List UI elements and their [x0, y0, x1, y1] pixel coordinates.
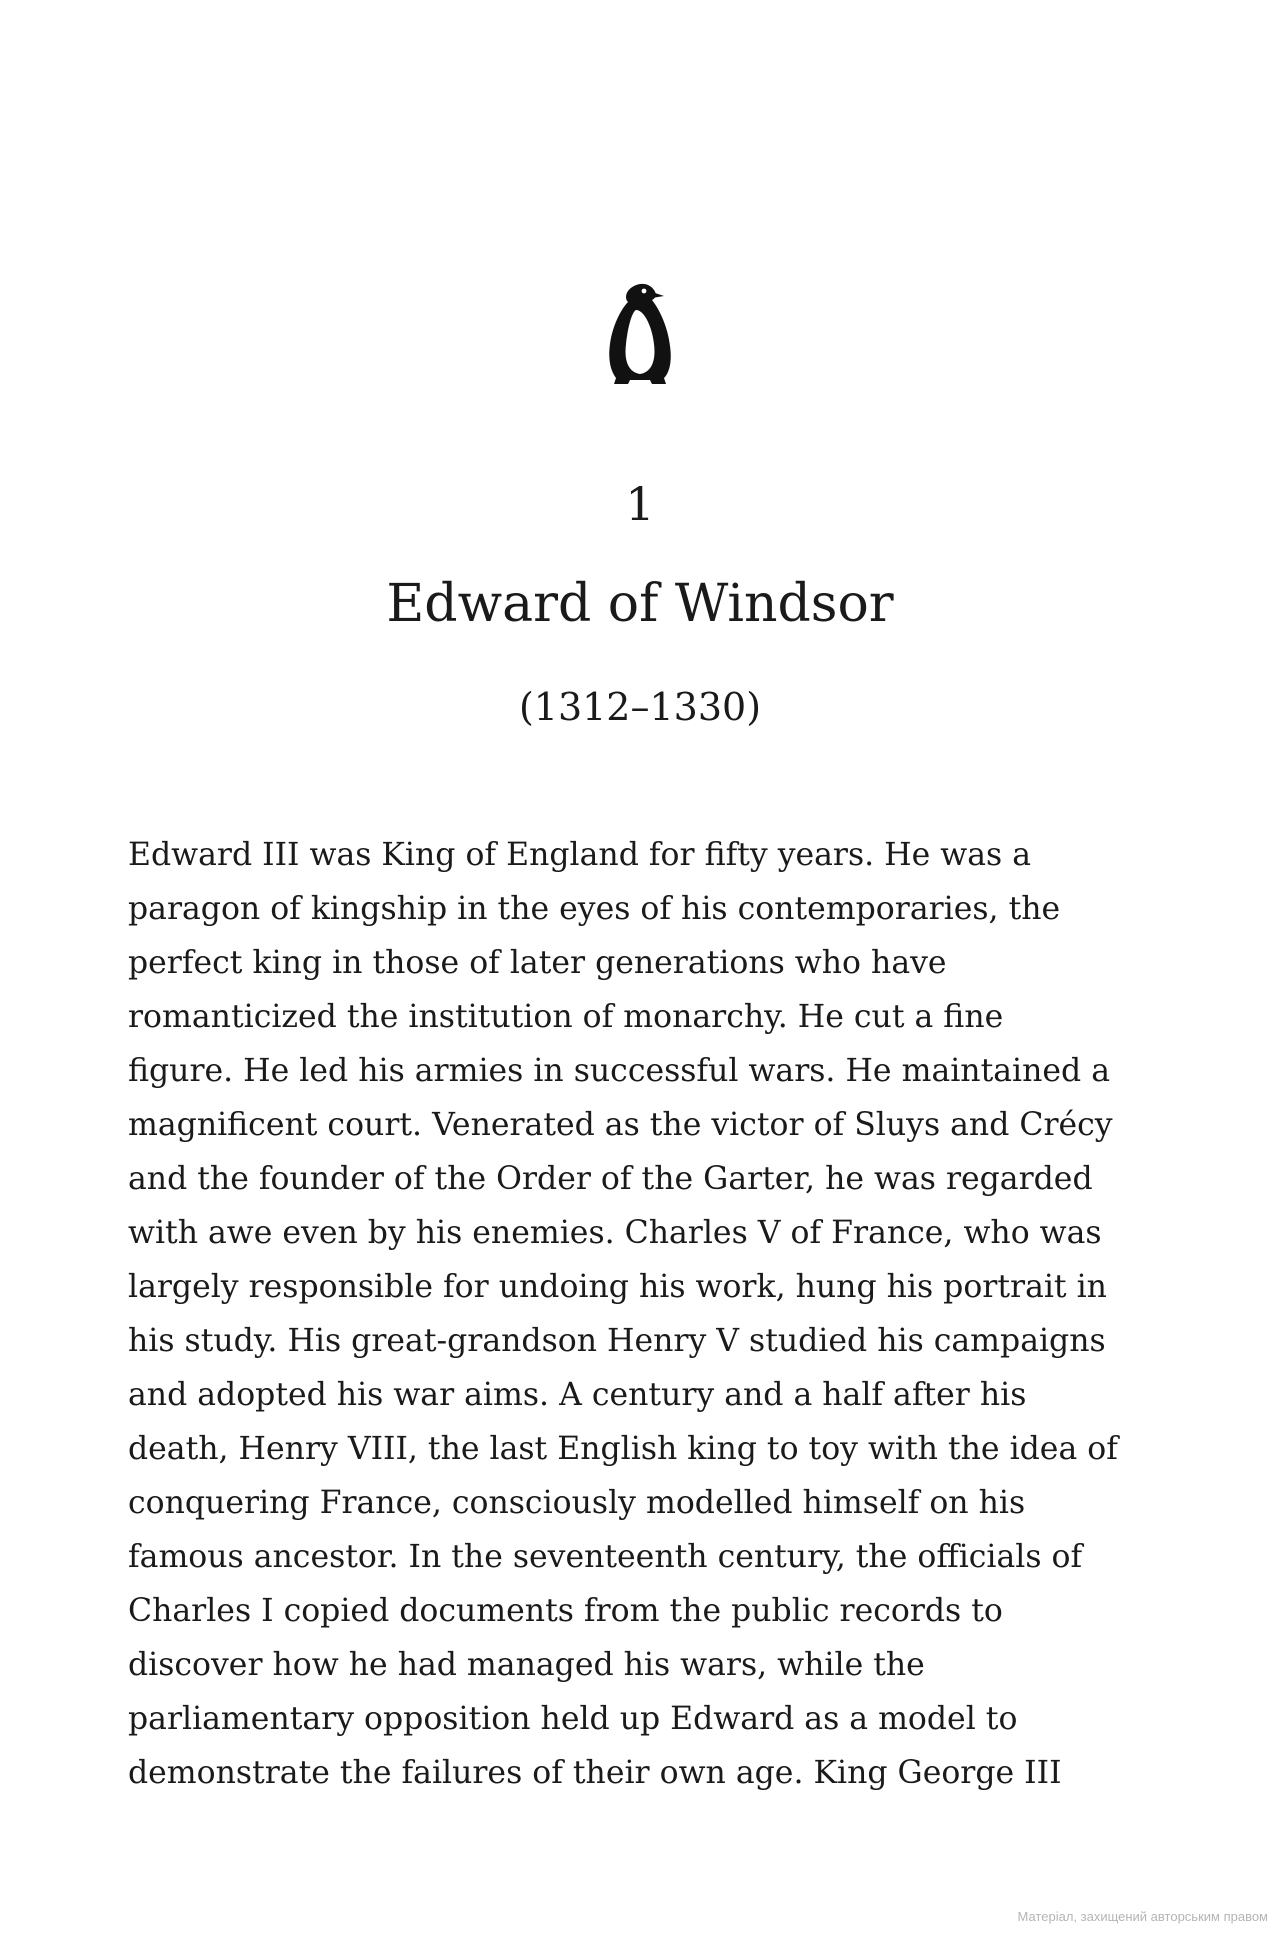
text-line: demonstrate the failures of their own age. King George III [128, 1755, 1062, 1791]
text-line: Edward III was King of England for fifty years. He was a [128, 837, 1031, 873]
text-line: his study. His great-grandson Henry V studied his campaigns [128, 1323, 1106, 1359]
text-line: and the founder of the Order of the Garter, he was regarded [128, 1161, 1093, 1197]
chapter-title: Edward of Windsor [386, 574, 894, 634]
text-line: and adopted his war aims. A century and a half after his [128, 1377, 1027, 1413]
text-line: conquering France, consciously modelled himself on his [128, 1485, 1026, 1521]
copyright-watermark: Матеріал, захищений авторським правом [1017, 1909, 1268, 1924]
text-line: figure. He led his armies in successful wars. He maintained a [128, 1053, 1110, 1089]
body-paragraph [128, 828, 1168, 1800]
text-line: Charles I copied documents from the public records to [128, 1593, 1003, 1629]
text-line: perfect king in those of later generations who have [128, 945, 947, 981]
text-line: magnificent court. Venerated as the victor of Sluys and Crécy [128, 1107, 1113, 1143]
chapter-dates: (1312–1330) [518, 685, 762, 729]
text-line: death, Henry VIII, the last English king to toy with the idea of [128, 1431, 1118, 1467]
chapter-number: 1 [625, 477, 655, 531]
text-line: discover how he had managed his wars, while the [128, 1647, 925, 1683]
text-line: famous ancestor. In the seventeenth century, the officials of [128, 1539, 1083, 1575]
text-line: parliamentary opposition held up Edward as a model to [128, 1701, 1018, 1737]
penguin-icon [594, 280, 686, 390]
text-line: paragon of kingship in the eyes of his contemporaries, the [128, 891, 1061, 927]
text-line: largely responsible for undoing his work, hung his portrait in [128, 1269, 1107, 1305]
text-line: romanticized the institution of monarchy. He cut a fine [128, 999, 1004, 1035]
text-line: with awe even by his enemies. Charles V of France, who was [128, 1215, 1102, 1251]
